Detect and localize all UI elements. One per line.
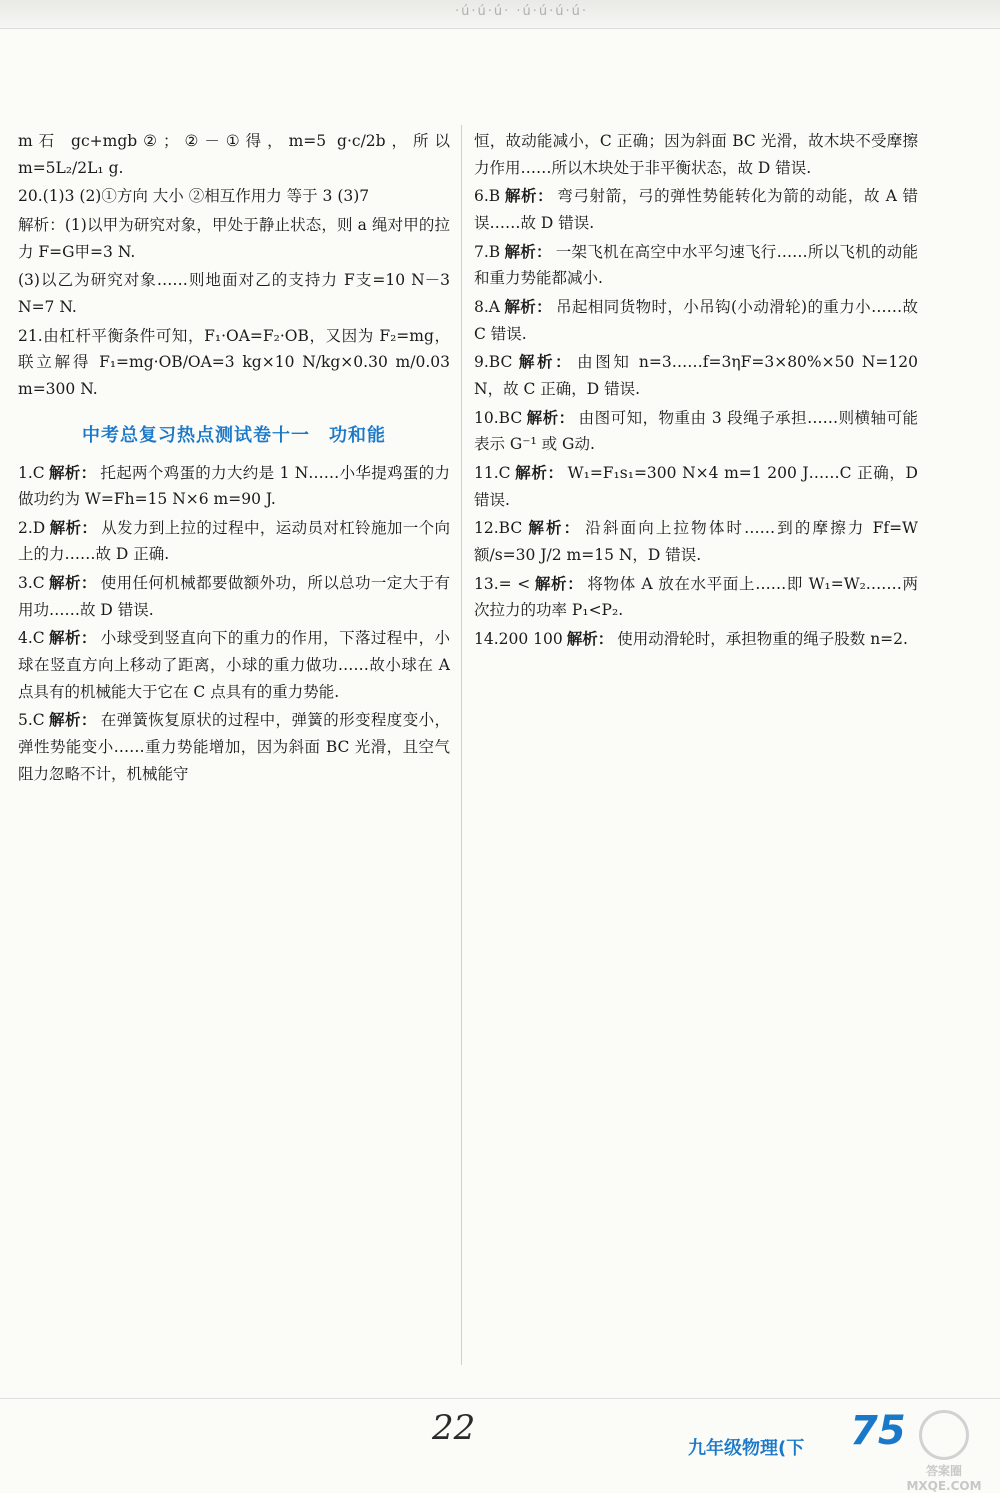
watermark-text: 答案圈 MXQE.COM [906, 1464, 982, 1493]
analysis-text: 托起两个鸡蛋的力大约是 1 N……小华提鸡蛋的力做功约为 W=Fh=15 N×6 m=90 J. [18, 463, 450, 509]
analysis-tag: 解析： [504, 241, 552, 261]
left-column [18, 128, 450, 789]
analysis-text: 弯弓射箭，弓的弹性势能转化为箭的动能，故 A 错误……故 D 错误. [474, 187, 918, 232]
text-line: m石 gc+mgb②；②－①得，m=5 g·c/2b，所以 m=5L₂/2L₁ g. [18, 132, 450, 177]
analysis-text: 从发力到上拉的过程中，运动员对杠铃施加一个向上的力……故 D 正确. [18, 518, 450, 564]
analysis-text: 由图知 n=3……f=3ηF=3×80%×50 N=120 N，故 C 正确，D 错误. [474, 353, 918, 398]
analysis-tag: 解析： [504, 186, 554, 206]
analysis-tag: 解析： [534, 573, 584, 593]
answer-number: 13.= < [474, 574, 531, 593]
answer-number: 6.B [474, 187, 501, 206]
answer-number: 4.C [18, 629, 45, 648]
answer-item [474, 571, 918, 624]
answer-number: 3.C [18, 574, 45, 593]
left-items [18, 460, 450, 788]
watermark-ring-icon [919, 1410, 969, 1460]
answer-number: 10.BC [474, 408, 523, 427]
text-line: 解析：(1)以甲为研究对象，甲处于静止状态，则 a 绳对甲的拉力 F=G甲=3 N. [18, 215, 450, 261]
answer-item [474, 515, 918, 568]
watermark-logo [896, 1410, 992, 1493]
top-band [0, 0, 1000, 29]
analysis-tag: 解析： [514, 462, 564, 482]
analysis-tag: 解析： [566, 628, 614, 648]
answer-number: 2.D [18, 518, 46, 537]
left-top-lines [18, 128, 450, 403]
analysis-tag: 解析： [516, 352, 574, 372]
answer-item [474, 183, 918, 236]
answer-number: 1.C [18, 463, 45, 482]
analysis-text: 小球受到竖直向下的重力的作用，下落过程中，小球在竖直方向上移动了距离，小球的重力做功……故小球在 A 点具有的机械能大于它在 C 点具有的重力势能. [18, 629, 450, 701]
analysis-tag: 解析： [503, 296, 553, 316]
bottom-rule [0, 1398, 1000, 1399]
analysis-text: 将物体 A 放在水平面上……即 W₁=W₂.……两次拉力的功率 P₁<P₂. [474, 574, 918, 620]
answer-number: 5.C [18, 711, 45, 730]
analysis-text: 使用任何机械都要做额外功，所以总功一定大于有用功……故 D 错误. [18, 574, 450, 619]
text-line: 恒，故动能减小，C 正确；因为斜面 BC 光滑，故木块不受摩擦力作用……所以木块处于非平衡状态，故 D 错误. [474, 132, 918, 177]
analysis-tag: 解析： [48, 462, 97, 482]
analysis-tag: 解析： [48, 628, 97, 648]
analysis-text: 沿斜面向上拉物体时……到的摩擦力 Ff=W额/s=30 J/2 m=15 N，D 错误. [474, 519, 918, 564]
analysis-tag: 解析： [48, 710, 97, 730]
answer-item [18, 570, 450, 623]
answer-item [474, 460, 918, 513]
answer-number: 11.C [474, 463, 511, 482]
answer-item [474, 405, 918, 458]
answer-number: 7.B [474, 242, 501, 261]
footer-label: 九年级物理(下 [688, 1438, 805, 1459]
analysis-tag: 解析： [48, 573, 97, 593]
answer-item [474, 349, 918, 402]
answer-number: 14.200 100 [474, 629, 563, 648]
answer-item [18, 515, 450, 568]
answer-item [18, 625, 450, 705]
analysis-text: 一架飞机在高空中水平匀速飞行……所以飞机的动能和重力势能都减小. [474, 242, 918, 288]
column-divider [461, 125, 462, 1365]
analysis-tag: 解析： [49, 517, 98, 537]
text-line: (3)以乙为研究对象……则地面对乙的支持力 F支=10 N－3 N=7 N. [18, 271, 450, 316]
analysis-text: 使用动滑轮时，承担物重的绳子股数 n=2. [617, 629, 908, 648]
analysis-tag: 解析： [526, 518, 582, 538]
analysis-text: W₁=F₁s₁=300 N×4 m=1 200 J……C 正确，D 错误. [474, 463, 918, 509]
answer-number: 8.A [474, 297, 500, 316]
analysis-text: 由图可知，物重由 3 段绳子承担……则横轴可能表示 G⁻¹ 或 G动. [474, 408, 918, 454]
answer-number: 12.BC [474, 519, 523, 538]
page-number: 75 [850, 1408, 906, 1454]
handwritten-number: 22 [432, 1408, 476, 1448]
right-top-lines [474, 128, 918, 181]
analysis-text: 在弹簧恢复原状的过程中，弹簧的形变程度变小，弹性势能变小……重力势能增加，因为斜面 BC 光滑，且空气阻力忽略不计，机械能守 [18, 711, 450, 783]
analysis-tag: 解析： [526, 407, 575, 427]
answer-item [18, 460, 450, 513]
answer-item [474, 239, 918, 292]
text-line: 21.由杠杆平衡条件可知，F₁·OA=F₂·OB，又因为 F₂=mg，联立解得 F₁=mg·OB/OA=3 kg×10 N/kg×0.30 m/0.03 m=300 N. [18, 326, 450, 398]
answer-item [18, 707, 450, 787]
answer-item [474, 294, 918, 347]
text-line: 20.(1)3 (2)①方向 大小 ②相互作用力 等于 3 (3)7 [18, 187, 370, 206]
right-column [474, 128, 918, 654]
section-title: 中考总复习热点测试卷十一 功和能 [82, 424, 386, 446]
analysis-text: 吊起相同货物时，小吊钩(小动滑轮)的重力小……故 C 错误. [474, 297, 918, 343]
right-items [474, 183, 918, 652]
answer-number: 9.BC [474, 353, 513, 372]
answer-item [474, 626, 918, 653]
header-scribble: ·ú·ú·ú· ·ú·ú·ú·ú· [455, 4, 588, 19]
